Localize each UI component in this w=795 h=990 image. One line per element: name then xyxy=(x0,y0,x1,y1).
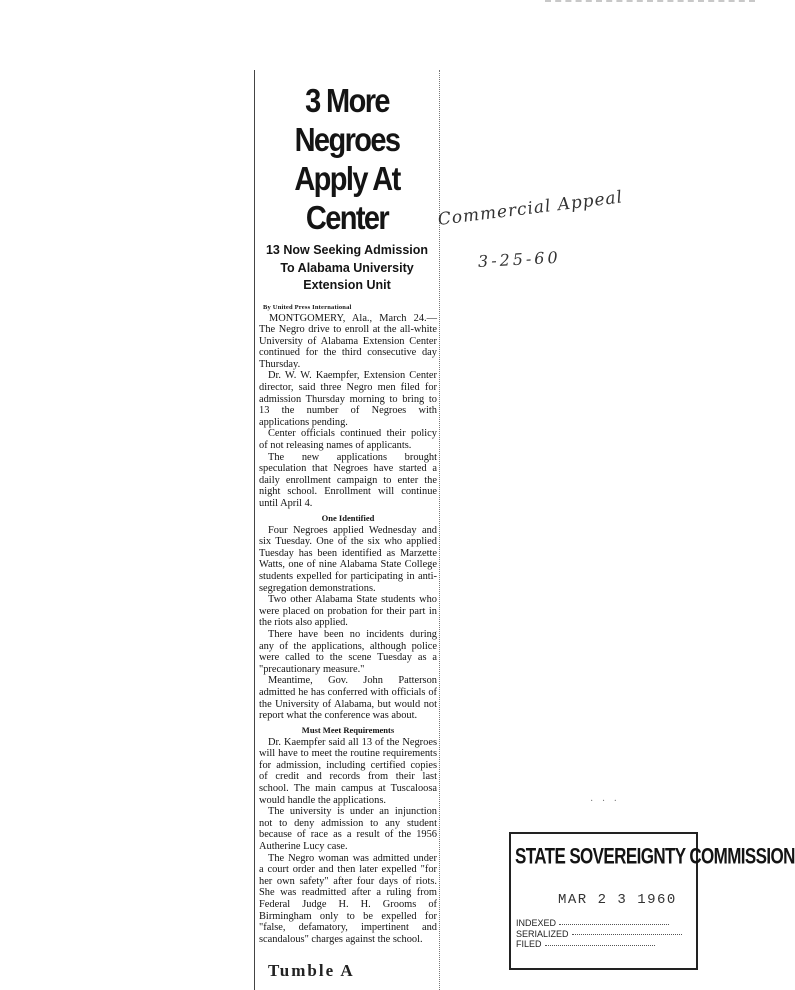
stamp-field-label: SERIALIZED xyxy=(516,928,569,939)
paragraph: Dr. W. W. Kaempfer, Extension Center director, said three Negro men filed for admission Thursday morning to bring to 13 the number of Negroes with applications pending. xyxy=(259,370,437,428)
clipping-byline: By United Press International xyxy=(263,303,352,311)
paragraph: MONTGOMERY, Ala., March 24.—The Negro drive to enroll at the all-white University of Alabama Extension Center continued for the third consecutive day Thursday. xyxy=(259,312,437,370)
section-subtitle: Must Meet Requirements xyxy=(301,724,395,735)
stamp-field-serialized xyxy=(516,929,696,940)
clipping-subhead: 13 Now Seeking Admission To Alabama University Extension Unit xyxy=(265,243,429,292)
commission-stamp xyxy=(509,832,795,970)
paragraph: Meantime, Gov. John Patterson admitted he has conferred with officials of the University of Alabama, but would not report what the conference was about. xyxy=(259,675,437,722)
scan-speck: · · · xyxy=(590,796,620,807)
handwritten-date-note: 3-25-60 xyxy=(477,247,562,271)
paragraph: The Negro woman was admitted under a court order and then later expelled "for her own safety" after four days of riots. She was readmitted after a ruling from Federal Judge H. H. Grooms of Birmingham only to be expelled for "false, defamatory, impertinent and scandalous" charges against the school. xyxy=(259,852,437,945)
paragraph: Two other Alabama State students who were placed on probation for their part in the riots also applied. xyxy=(259,594,437,629)
paragraph: There have been no incidents during any of the applications, although police were called to the scene Tuesday as a "precautionary measure." xyxy=(259,628,437,675)
section-subtitle: One Identified xyxy=(321,512,375,523)
paragraph: The new applications brought speculation that Negroes have started a daily enrollment campaign to enter the night school. Enrollment will continue until April 4. xyxy=(259,451,437,509)
stamp-title: STATE SOVEREIGNTY COMMISSION xyxy=(515,844,795,869)
stamp-date: MAR 2 3 1960 xyxy=(558,892,677,908)
paragraph: Four Negroes applied Wednesday and six Tuesday. One of the six who applied Tuesday has been identified as Marzette Watts, one of nine Alabama State College students expelled for participating in anti-segregation demonstrations. xyxy=(259,524,437,594)
paragraph: Center officials continued their policy of not releasing names of applicants. xyxy=(259,428,437,452)
stamp-field-filed xyxy=(516,939,696,950)
next-headline-fragment: Tumble A xyxy=(268,961,355,980)
stamp-field-label: FILED xyxy=(516,939,542,949)
paragraph: The university is under an injunction not to deny admission to any student because of race as a result of the 1956 Autherine Lucy case. xyxy=(259,806,437,853)
handwritten-source-note: Commercial Appeal xyxy=(436,187,625,230)
top-edge-dashes xyxy=(545,0,755,5)
newspaper-clipping xyxy=(254,70,440,990)
clipping-body xyxy=(255,313,439,946)
stamp-field-label: INDEXED xyxy=(516,918,557,928)
paragraph: Dr. Kaempfer said all 13 of the Negroes will have to meet the routine requirements for admission, including certified copies of credit and records from their last school. The main campus at Tuscaloosa would handle the applications. xyxy=(259,736,437,806)
stamp-field-indexed xyxy=(516,918,696,929)
clipping-headline: 3 More Negroes Apply At Center xyxy=(294,83,400,238)
